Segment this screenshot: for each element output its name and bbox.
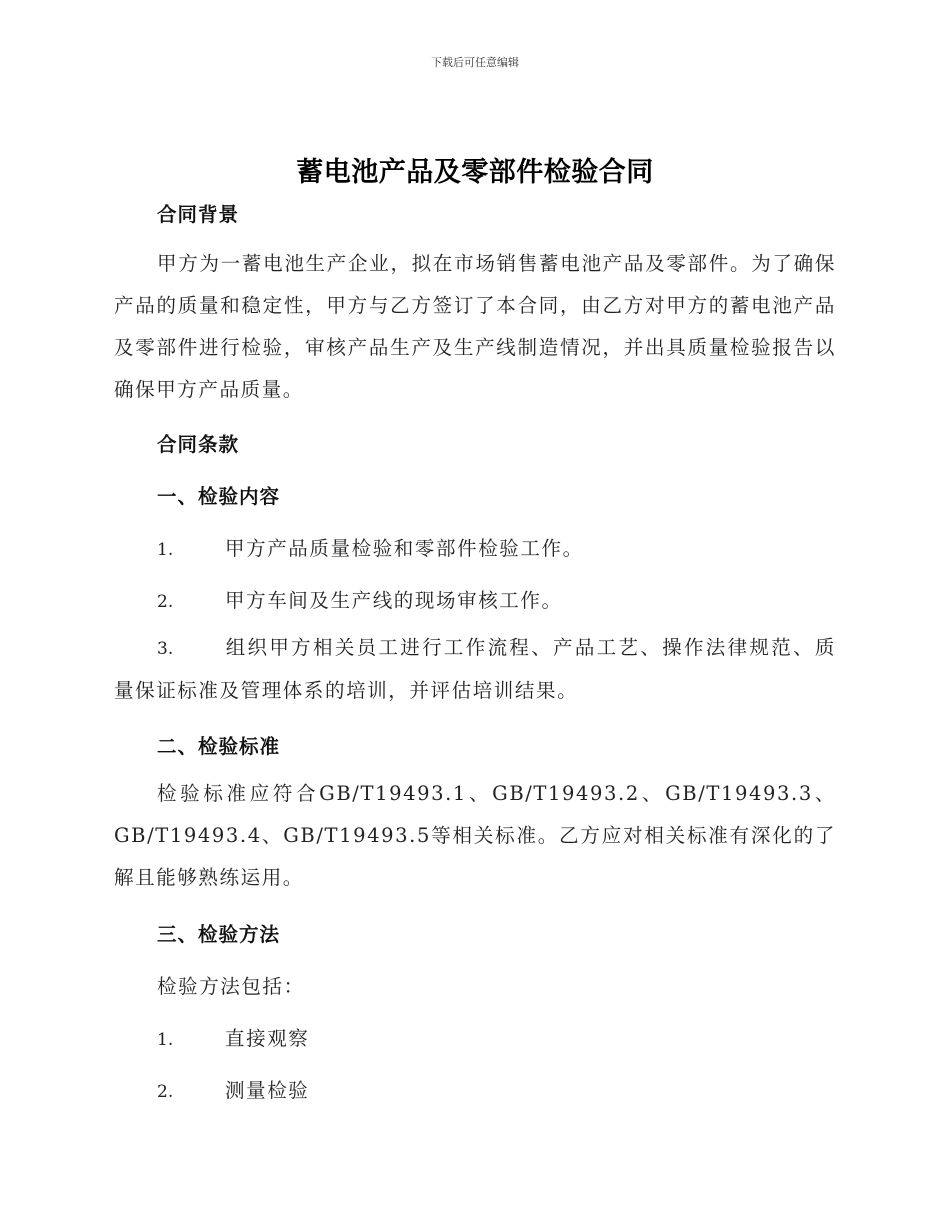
list-item — [157, 1075, 309, 1103]
list-item-number: 1. — [157, 1030, 174, 1050]
section2-paragraph: 检验标准应符合GB/T19493.1、GB/T19493.2、GB/T19493.3、GB/T19493.4、GB/T19493.5等相关标准。乙方应对相关标准有深化的了解且能够熟练运用。 — [114, 782, 836, 889]
list-item-number: 1. — [157, 540, 174, 560]
list-item-number: 3. — [157, 639, 174, 659]
list-item-number: 2. — [157, 1082, 174, 1102]
section2-heading: 二、检验标准 — [157, 735, 281, 758]
list-item — [114, 627, 836, 712]
list-item-text: 组织甲方相关员工进行工作流程、产品工艺、操作法律规范、质量保证标准及管理体系的培训，并评估培训结果。 — [114, 636, 836, 702]
section3-intro: 检验方法包括： — [157, 975, 305, 998]
section1-heading: 一、检验内容 — [157, 485, 281, 508]
list-item-number: 2. — [157, 592, 174, 612]
list-item — [157, 533, 584, 561]
section3-heading: 三、检验方法 — [157, 923, 281, 946]
background-paragraph: 甲方为一蓄电池生产企业，拟在市场销售蓄电池产品及零部件。为了确保产品的质量和稳定性，甲方与乙方签订了本合同，由乙方对甲方的蓄电池产品及零部件进行检验，审核产品生产及生产线制造情况，并出具质量检验报告以确保甲方产品质量。 — [114, 252, 836, 401]
list-item-text: 直接观察 — [225, 1027, 310, 1050]
list-item — [157, 1023, 309, 1051]
list-item-text: 甲方产品质量检验和零部件检验工作。 — [225, 537, 584, 560]
list-item-text: 测量检验 — [225, 1079, 310, 1102]
document-title: 蓄电池产品及零部件检验合同 — [296, 157, 654, 188]
header-watermark: 下载后可任意编辑 — [431, 56, 519, 69]
background-heading: 合同背景 — [157, 203, 240, 226]
list-item — [157, 585, 563, 613]
list-item-text: 甲方车间及生产线的现场审核工作。 — [225, 589, 563, 612]
terms-heading: 合同条款 — [157, 433, 240, 456]
